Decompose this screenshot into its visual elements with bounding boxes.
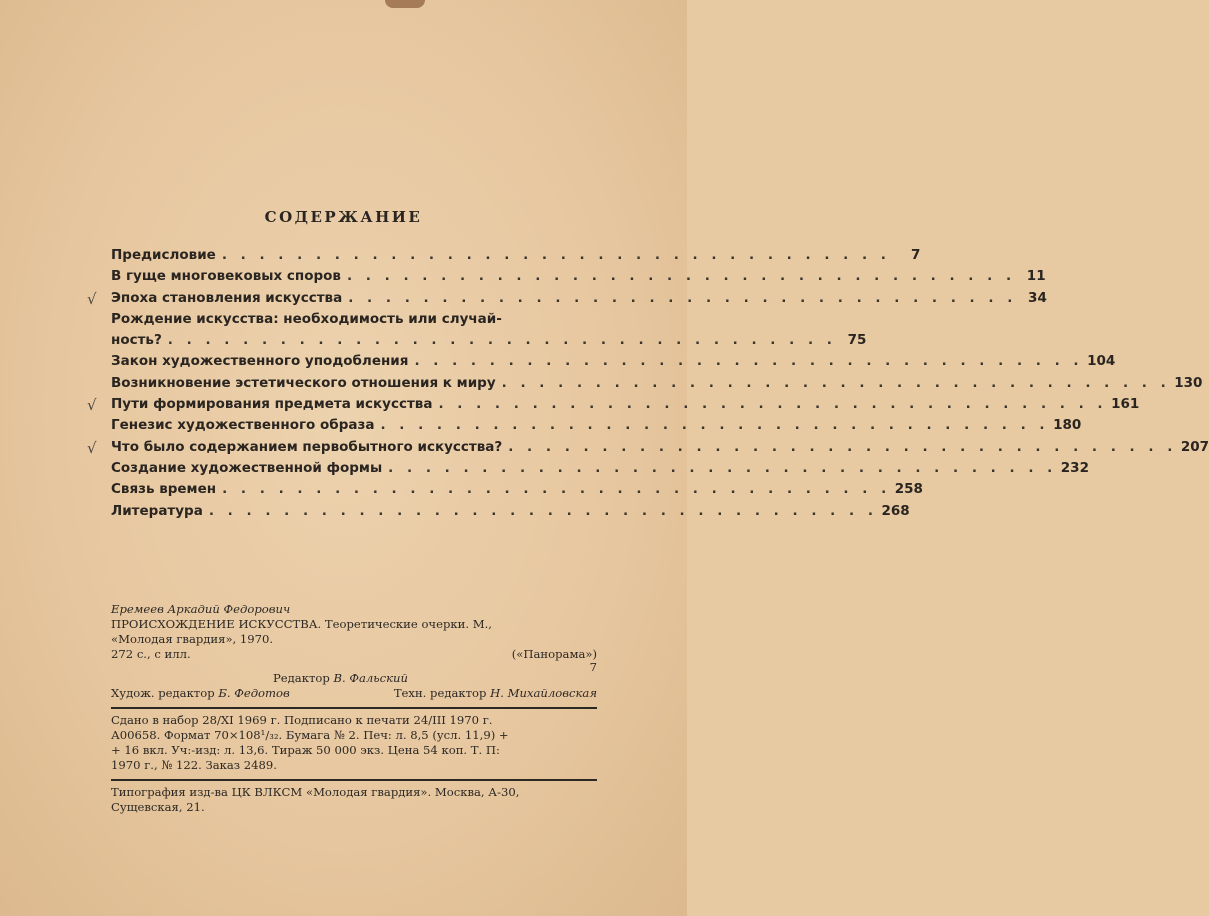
toc-entry-page: 7: [911, 247, 921, 263]
series-number: 7: [589, 660, 597, 674]
toc-entry-page: 161: [1111, 396, 1140, 413]
toc-entry-page: 11: [1026, 268, 1046, 285]
tech-line: Сдано в набор 28/XI 1969 г. Подписано к печати 24/III 1970 г.: [111, 713, 493, 727]
toc-title: СОДЕРЖАНИЕ: [264, 208, 423, 226]
toc-entry-title: Что было содержанием первобытного искусства?: [111, 438, 503, 455]
toc-entry-page: 268: [881, 502, 910, 519]
toc-entry: √ Эпоха становления искусства . . . . . . . . . . . . . . . . . . . . . . . . . . . . . . . . . . . . 34: [111, 288, 595, 309]
editor-name: В. Фальский: [333, 671, 408, 685]
tech-line: + 16 вкл. Уч:-изд: л. 13,6. Тираж 50 000 экз. Цена 54 коп. Т. П:: [111, 743, 500, 757]
toc-entry-title: Пути формирования предмета искусства: [111, 396, 433, 413]
tech-line: А00658. Формат 70×108¹/₃₂. Бумага № 2. Печ: л. 8,5 (усл. 11,9) +: [111, 728, 509, 742]
book-title-line: ПРОИСХОЖДЕНИЕ ИСКУССТВА. Теоретические очерки. М.,: [111, 617, 492, 631]
toc-entry: √ Пути формирования предмета искусства . . . . . . . . . . . . . . . . . . . . . . . . . . . . . . . . . . . . 161: [111, 394, 595, 415]
author-name: Еремеев Аркадий Федорович: [111, 602, 291, 616]
toc-entry-page: 232: [1060, 459, 1089, 476]
check-mark: √: [87, 438, 97, 457]
tech-editor-name: Н. Михайловская: [490, 686, 597, 700]
publisher-line: «Молодая гвардия», 1970.: [111, 632, 274, 646]
series-name: («Панорама»): [511, 647, 597, 661]
printer-address: Сущевская, 21.: [111, 800, 205, 814]
toc-entry: Генезис художественного образа . . . . . . . . . . . . . . . . . . . . . . . . . . . . . . . . . . . . 180: [111, 415, 595, 436]
toc-entry-page: 34: [1028, 289, 1047, 306]
toc-entry: Предисловие . . . . . . . . . . . . . . . . . . . . . . . . . . . . . . . . . . . . 7: [111, 245, 595, 266]
toc-entry: Рождение искусства: необходимость или случай- ность? . . . . . . . . . . . . . . . . . . . . . . . . . . . . . . . . . . . . 75: [111, 309, 595, 352]
toc-entry-title: Предисловие: [111, 247, 216, 263]
toc-entry: Закон художественного уподобления . . . . . . . . . . . . . . . . . . . . . . . . . . . . . . . . . . . . 104: [111, 351, 595, 372]
editor-label: Редактор: [273, 671, 330, 685]
check-mark: √: [87, 289, 97, 308]
toc-entry-title: Связь времен: [111, 481, 217, 498]
art-editor-name: Б. Федотов: [218, 686, 290, 700]
divider: [111, 779, 597, 781]
divider: [111, 707, 597, 709]
toc-entry-page: 207: [1180, 438, 1209, 455]
toc-entry-title: Возникновение эстетического отношения к миру: [111, 374, 496, 391]
page-count: 272 с., с илл.: [111, 647, 191, 661]
toc-entry-title: Создание художественной формы: [111, 459, 383, 476]
toc-entry-page: 180: [1053, 417, 1082, 434]
toc-entry-page: 104: [1087, 353, 1116, 370]
art-tech-editor-line: [111, 686, 597, 701]
tech-data: [111, 713, 597, 773]
toc-entry-title: Эпоха становления искусства: [111, 289, 343, 306]
toc-entry: Возникновение эстетического отношения к миру . . . . . . . . . . . . . . . . . . . . . . . . . . . . . . . . . . . . 130: [111, 373, 595, 394]
toc-entry-title: ность?: [111, 332, 162, 349]
toc-entry: √ Что было содержанием первобытного искусства? . . . . . . . . . . . . . . . . . . . . . . . . . . . . . . . . . . . . 207: [111, 437, 595, 458]
toc-entry: Связь времен . . . . . . . . . . . . . . . . . . . . . . . . . . . . . . . . . . . . 258: [111, 479, 595, 500]
toc-entry-page: 130: [1174, 374, 1203, 391]
art-editor-label: Худож. редактор: [111, 686, 215, 700]
tech-line: 1970 г., № 122. Заказ 2489.: [111, 758, 277, 772]
toc-entry-page: 258: [894, 481, 923, 498]
editor-line: [111, 671, 597, 686]
toc-entry-page: 75: [847, 332, 867, 349]
toc-entry-title-line1: Рождение искусства: необходимость или случай-: [111, 310, 502, 327]
tech-editor-label: Техн. редактор: [393, 686, 487, 700]
toc-entry: В гуще многовековых споров . . . . . . . . . . . . . . . . . . . . . . . . . . . . . . . . . . . . 11: [111, 266, 595, 287]
toc-entry: Литература . . . . . . . . . . . . . . . . . . . . . . . . . . . . . . . . . . . . 268: [111, 501, 595, 522]
toc-entry-title: В гуще многовековых споров: [111, 268, 341, 285]
toc-entry-title: Закон художественного уподобления: [111, 353, 409, 370]
check-mark: √: [87, 396, 97, 415]
table-of-contents: [87, 245, 1209, 522]
printer-line: Типография изд-ва ЦК ВЛКСМ «Молодая гвардия». Москва, А-30,: [111, 785, 520, 799]
toc-entry-title: Генезис художественного образа: [111, 417, 375, 434]
top-stain: [385, 0, 425, 8]
toc-entry-title: Литература: [111, 502, 203, 519]
toc-entry: Создание художественной формы . . . . . . . . . . . . . . . . . . . . . . . . . . . . . . . . . . . . 232: [111, 458, 595, 479]
imprint-block: [111, 602, 597, 815]
